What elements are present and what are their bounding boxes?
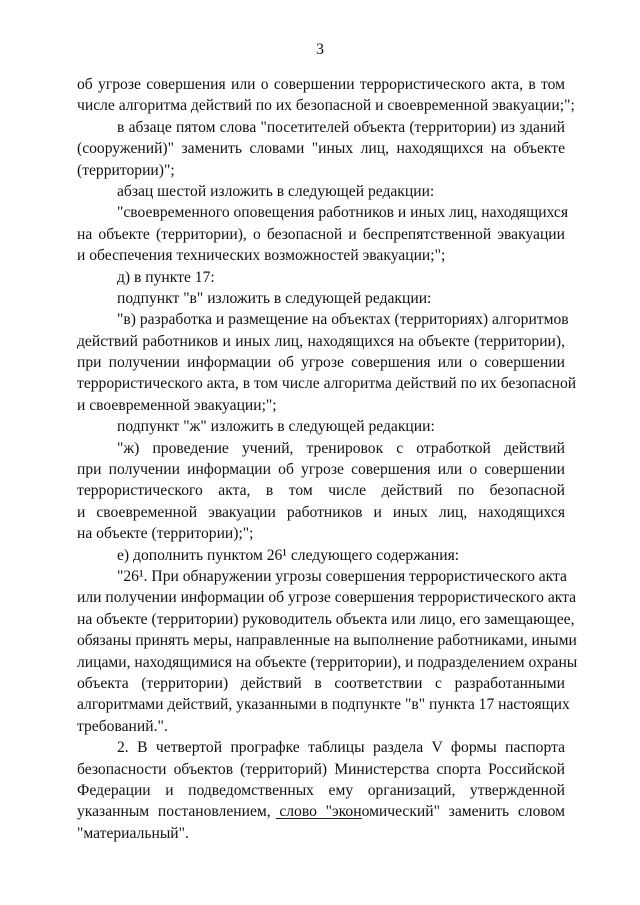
text-line: "материальный". bbox=[77, 824, 189, 842]
text-line: требований.". bbox=[77, 717, 168, 735]
text-line: Федерации и подведомственных ему организаций, утвержденной bbox=[77, 781, 565, 799]
text-line: лицами, находящимися на объекте (территории), и подразделением охраны bbox=[77, 653, 578, 671]
text-line: и своевременной эвакуации работников и иных лиц, находящихся bbox=[77, 503, 565, 521]
text-line: объекта (территории) действий в соответствии с разработанными bbox=[77, 674, 565, 692]
text-line: е) дополнить пунктом 26¹ следующего содержания: bbox=[117, 546, 460, 564]
text-line: д) в пункте 17: bbox=[117, 268, 215, 286]
text-line: об угрозе совершения или о совершении террористического акта, в том bbox=[77, 76, 565, 93]
text-line: действий работников и иных лиц, находящихся на объекте (территории), bbox=[77, 332, 565, 350]
text-line: (территории)"; bbox=[77, 161, 175, 179]
text-line: абзац шестой изложить в следующей редакции: bbox=[117, 182, 435, 200]
text-line: террористического акта, в том числе алгоритма действий по их безопасной bbox=[77, 375, 577, 393]
text-line: террористического акта, в том числе действий по безопасной bbox=[77, 482, 565, 500]
text-line: при получении информации об угрозе совершения или о совершении bbox=[77, 354, 565, 372]
text-line: подпункт "ж" изложить в следующей редакции: bbox=[117, 418, 435, 436]
text-line: и своевременной эвакуации;"; bbox=[77, 396, 277, 414]
text-line: безопасности объектов (территорий) Министерства спорта Российской bbox=[77, 760, 565, 778]
text-line: "ж) проведение учений, тренировок с отработкой действий bbox=[117, 439, 565, 457]
document-body bbox=[77, 74, 578, 844]
text-line: или получении информации об угрозе совершения террористического акта bbox=[77, 589, 577, 607]
page-number: 3 bbox=[316, 41, 324, 58]
text-line: на объекте (территории);"; bbox=[77, 525, 254, 543]
text-line: обязаны принять меры, направленные на выполнение работниками, иными bbox=[77, 632, 577, 650]
text-line: подпункт "в" изложить в следующей редакции: bbox=[117, 289, 432, 307]
text-line: "26¹. При обнаружении угрозы совершения террористического акта bbox=[117, 567, 567, 585]
text-line: и обеспечения технических возможностей эвакуации;"; bbox=[77, 247, 446, 265]
end-of-text-rule bbox=[276, 818, 362, 819]
text-line: числе алгоритма действий по их безопасной и своевременной эвакуации;"; bbox=[77, 97, 575, 115]
text-line: на объекте (территории) руководитель объекта или лицо, его замещающее, bbox=[77, 610, 575, 628]
text-line: алгоритмами действий, указанными в подпункте "в" пункта 17 настоящих bbox=[77, 696, 570, 714]
text-line: указанным постановлением, слово "экономический" заменить словом bbox=[77, 803, 565, 821]
text-line: "своевременного оповещения работников и иных лиц, находящихся bbox=[117, 204, 569, 222]
text-line: на объекте (территории), о безопасной и беспрепятственной эвакуации bbox=[77, 225, 565, 243]
text-line: "в) разработка и размещение на объектах (территориях) алгоритмов bbox=[117, 311, 569, 329]
text-line: в абзаце пятом слова "посетителей объекта (территории) из зданий bbox=[117, 118, 565, 136]
text-line: 2. В четвертой прографке таблицы раздела V формы паспорта bbox=[117, 739, 565, 757]
text-line: при получении информации об угрозе совершения или о совершении bbox=[77, 461, 565, 479]
text-line: (сооружений)" заменить словами "иных лиц, находящихся на объекте bbox=[77, 140, 565, 158]
